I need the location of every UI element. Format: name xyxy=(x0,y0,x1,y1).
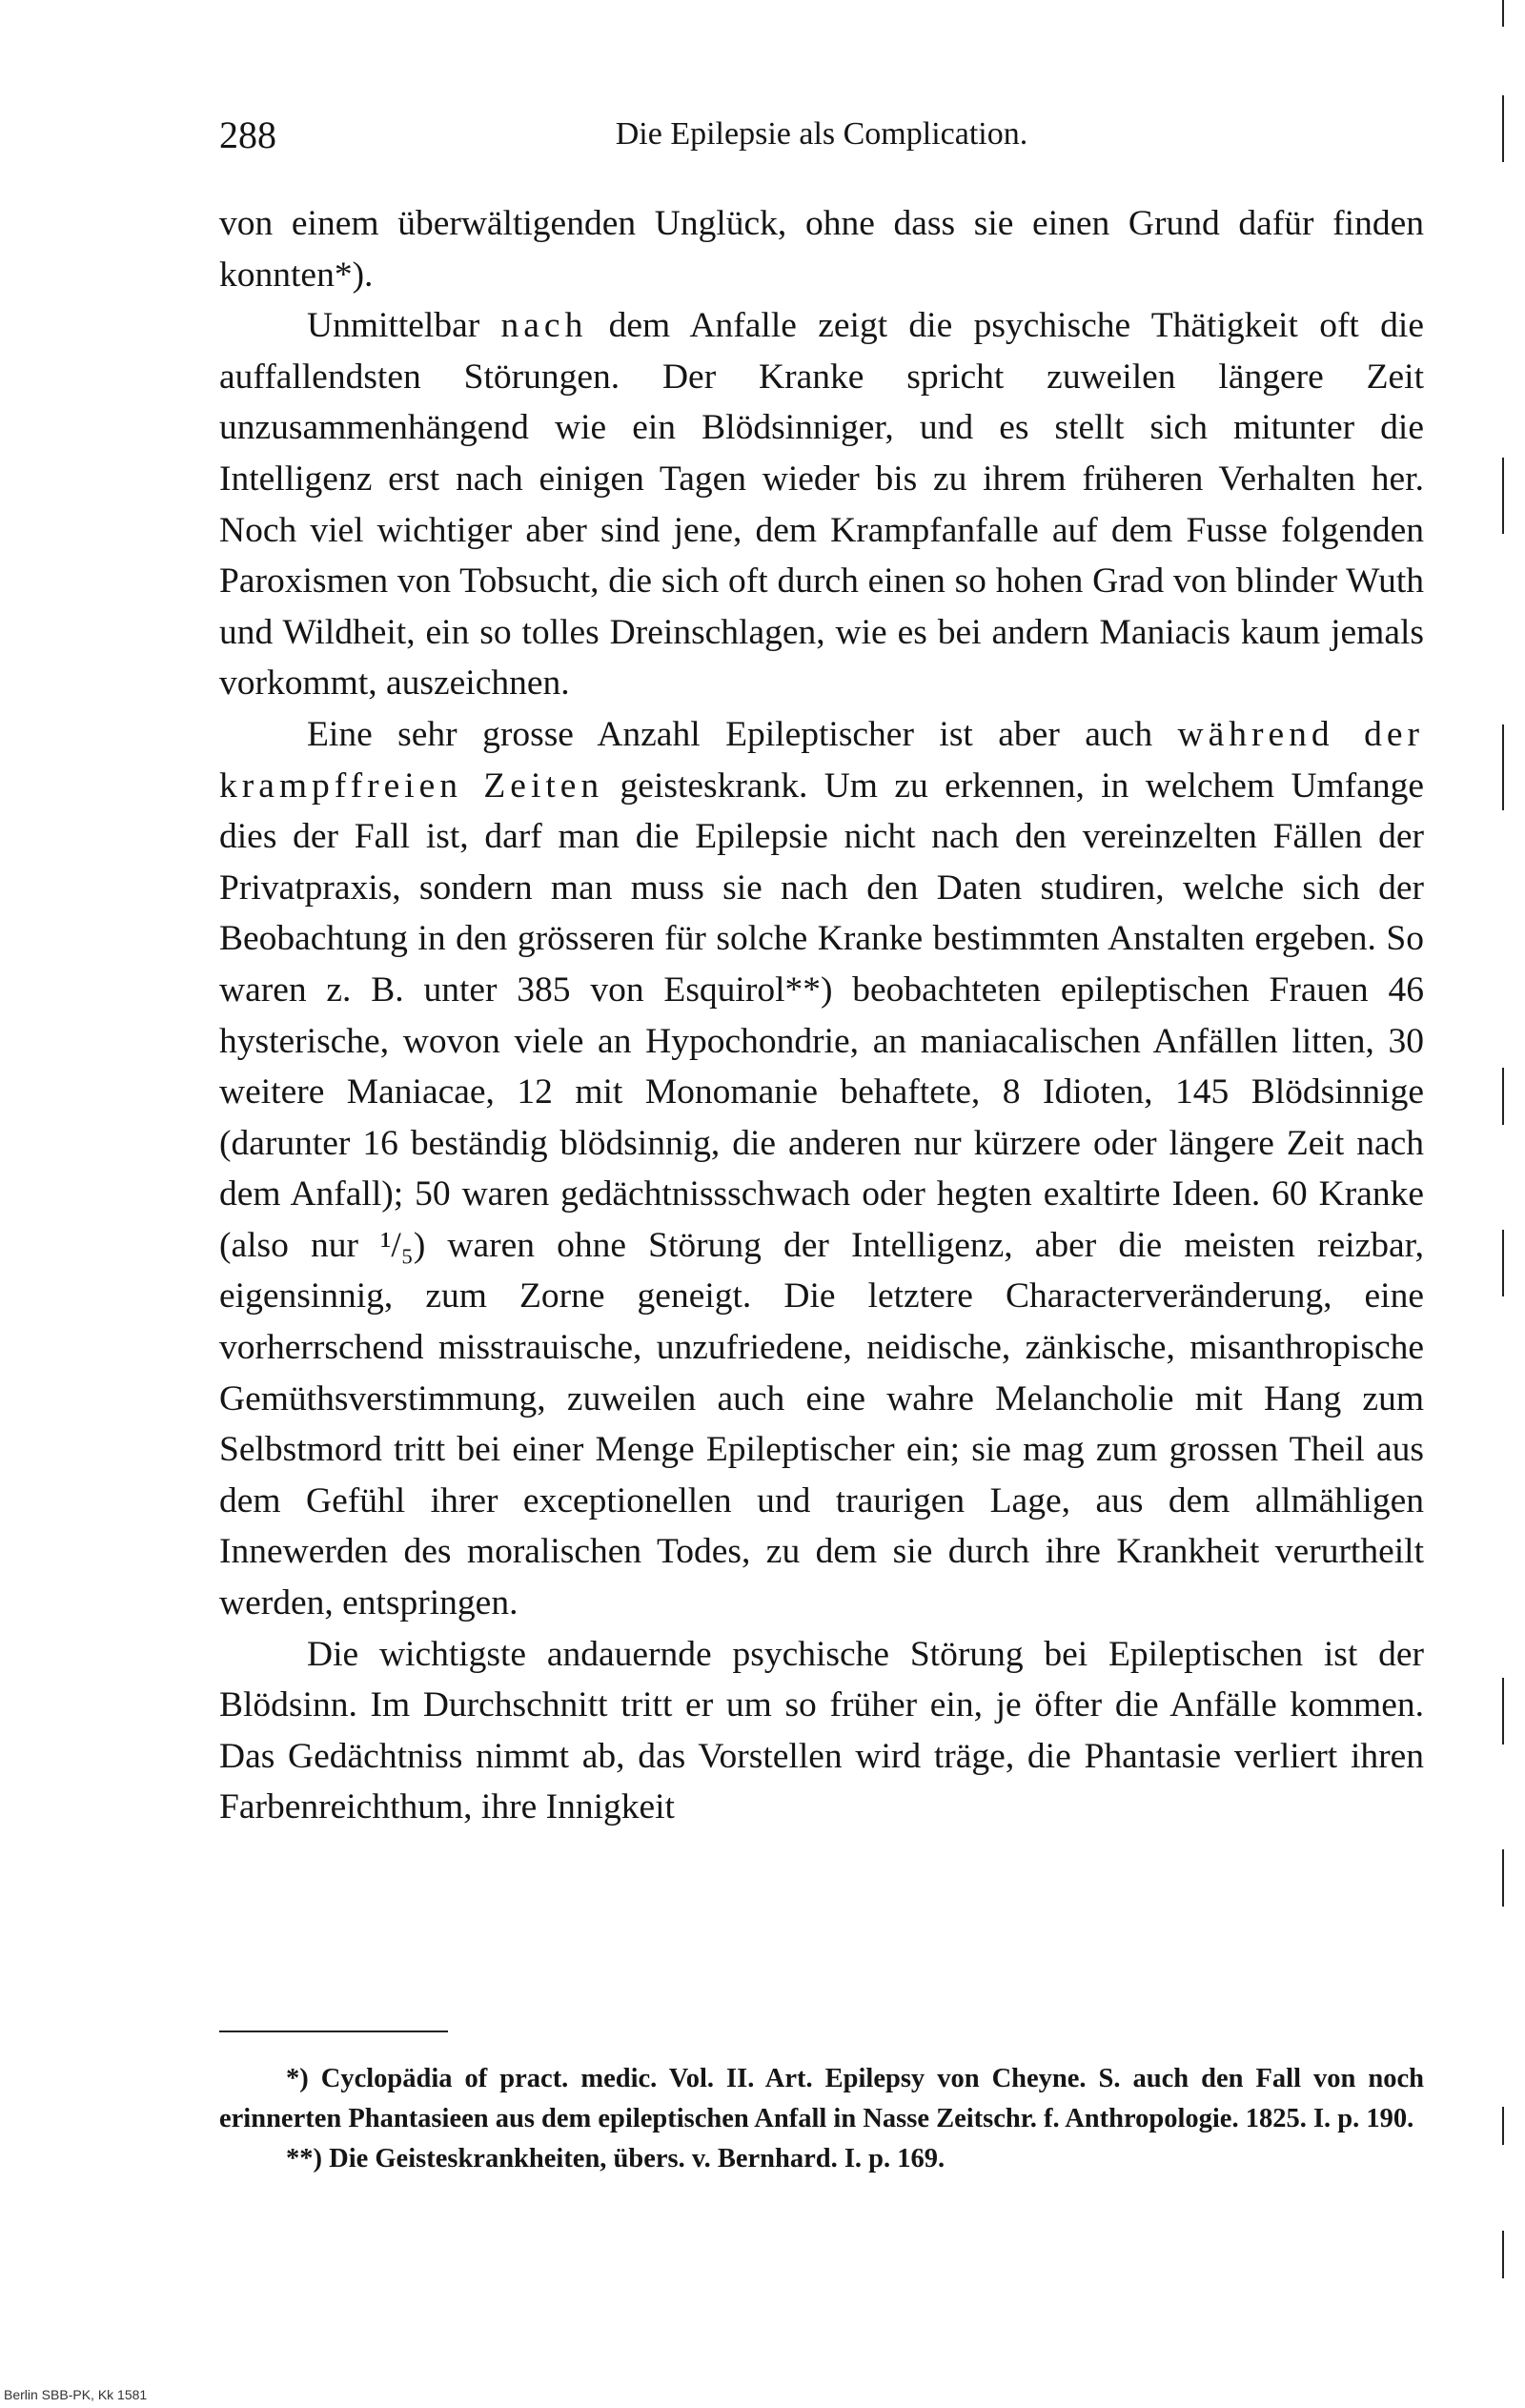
page-number: 288 xyxy=(219,113,276,156)
footnote-rule xyxy=(219,2030,448,2032)
paragraph-3-emphasis: während der krampffreien Zeiten xyxy=(219,714,1425,806)
margin-mark xyxy=(1502,0,1504,27)
paragraph-2-start: Unmittelbar xyxy=(307,306,501,346)
paragraph-2-rest: dem Anfalle zeigt die psychische Thätigkeit oft die auffallendsten Störungen. Der Kranke spricht zuweilen längere Zeit unzusammenhängend wie ein Blödsinniger, und es stellt sich mitunter die Intelligenz erst nach einigen Tagen wieder bis zu ihrem früheren Verhalten her. Noch viel wichtiger aber sind jene, dem Krampfanfalle auf dem Fusse folgenden Paroxismen von Tobsucht, die sich oft durch einen so hohen Grad von blinder Wuth und Wildheit, ein so tolles Dreinschlagen, wie es bei andern Maniacis kaum jemals vorkommt, auszeichnen. xyxy=(219,306,1424,704)
margin-mark xyxy=(1502,1230,1504,1296)
paragraph-3-rest: ) waren ohne Störung der Intelligenz, aber die meisten reizbar, eigensinnig, zum Zorne geneigt. Die letztere Characterveränderung, eine vorherrschend misstrauische, unzufriedene, neidische, zänkische, misanthropische Gemüthsverstimmung, zuweilen auch eine wahre Melancholie mit Hang zum Selbstmord tritt bei einer Menge Epileptischer ein; sie mag zum grossen Theil aus dem Gefühl ihrer exceptionellen und traurigen Lage, aus dem allmähligen Innewerden des moralischen Todes, zu dem sie durch ihre Krankheit verurtheilt werden, entspringen. xyxy=(219,1225,1424,1623)
paragraph-3-fraction: ¹/₅ xyxy=(380,1225,414,1265)
paragraph-3-start: Eine sehr grosse Anzahl Epileptischer ist aber auch xyxy=(307,714,1178,754)
paragraph-3-middle: geisteskrank. Um zu erkennen, in welchem Umfange dies der Fall ist, darf man die Epilepsie nicht nach den vereinzelten Fällen der Privatpraxis, sondern man muss sie nach den Daten studiren, welche sich der Beobachtung in den grösseren für solche Kranke bestimmten Anstalten ergeben. So waren z. B. unter 385 von Esquirol**) beobachteten epileptischen Frauen 46 hysterische, wovon viele an Hypochondrie, an maniacalischen Anfällen litten, 30 weitere Maniacae, 12 mit Monomanie behaftete, 8 Idioten, 145 Blödsinnige (darunter 16 beständig blödsinnig, die anderen nur kürzere oder längere Zeit nach dem Anfall); 50 waren gedächtnissschwach oder hegten exaltirte Ideen. 60 Kranke (also nur xyxy=(219,765,1424,1265)
margin-mark xyxy=(1502,1068,1504,1125)
paragraph-1: von einem überwältigenden Unglück, ohne dass sie einen Grund dafür finden konnten*). xyxy=(219,204,1424,295)
paragraph-4: Die wichtigste andauernde psychische Störung bei Epileptischen ist der Blödsinn. Im Durchschnitt tritt er um so früher ein, je öfter die Anfälle kommen. Das Gedächtniss nimmt ab, das Vorstellen wird träge, die Phantasie verliert ihren Farbenreichthum, ihre Innigkeit xyxy=(219,1634,1424,1827)
paragraph-3 xyxy=(219,709,1424,1629)
library-stamp: Berlin SBB-PK, Kk 1581 xyxy=(4,2387,148,2402)
margin-mark xyxy=(1502,458,1504,534)
page-header xyxy=(219,112,1424,170)
footnotes xyxy=(219,2059,1424,2179)
margin-mark xyxy=(1502,1678,1504,1745)
footnote-2: **) Die Geisteskrankheiten, übers. v. Bernhard. I. p. 169. xyxy=(286,2144,946,2173)
footnote-1: *) Cyclopädia of pract. medic. Vol. II. Art. Epilepsy von Cheyne. S. auch den Fall von noch erinnerten Phantasieen aus dem epileptischen Anfall in Nasse Zeitschr. f. Anthropologie. 1825. I. p. 190. xyxy=(219,2064,1424,2133)
paragraph-2 xyxy=(219,300,1424,709)
body-text xyxy=(219,198,1424,1833)
running-title: Die Epilepsie als Complication. xyxy=(615,116,1028,152)
margin-mark xyxy=(1502,2107,1504,2145)
margin-mark xyxy=(1502,1849,1504,1907)
paragraph-2-emphasis: nach xyxy=(500,306,588,346)
margin-mark xyxy=(1502,2231,1504,2278)
margin-mark xyxy=(1502,95,1504,162)
margin-mark xyxy=(1502,724,1504,810)
